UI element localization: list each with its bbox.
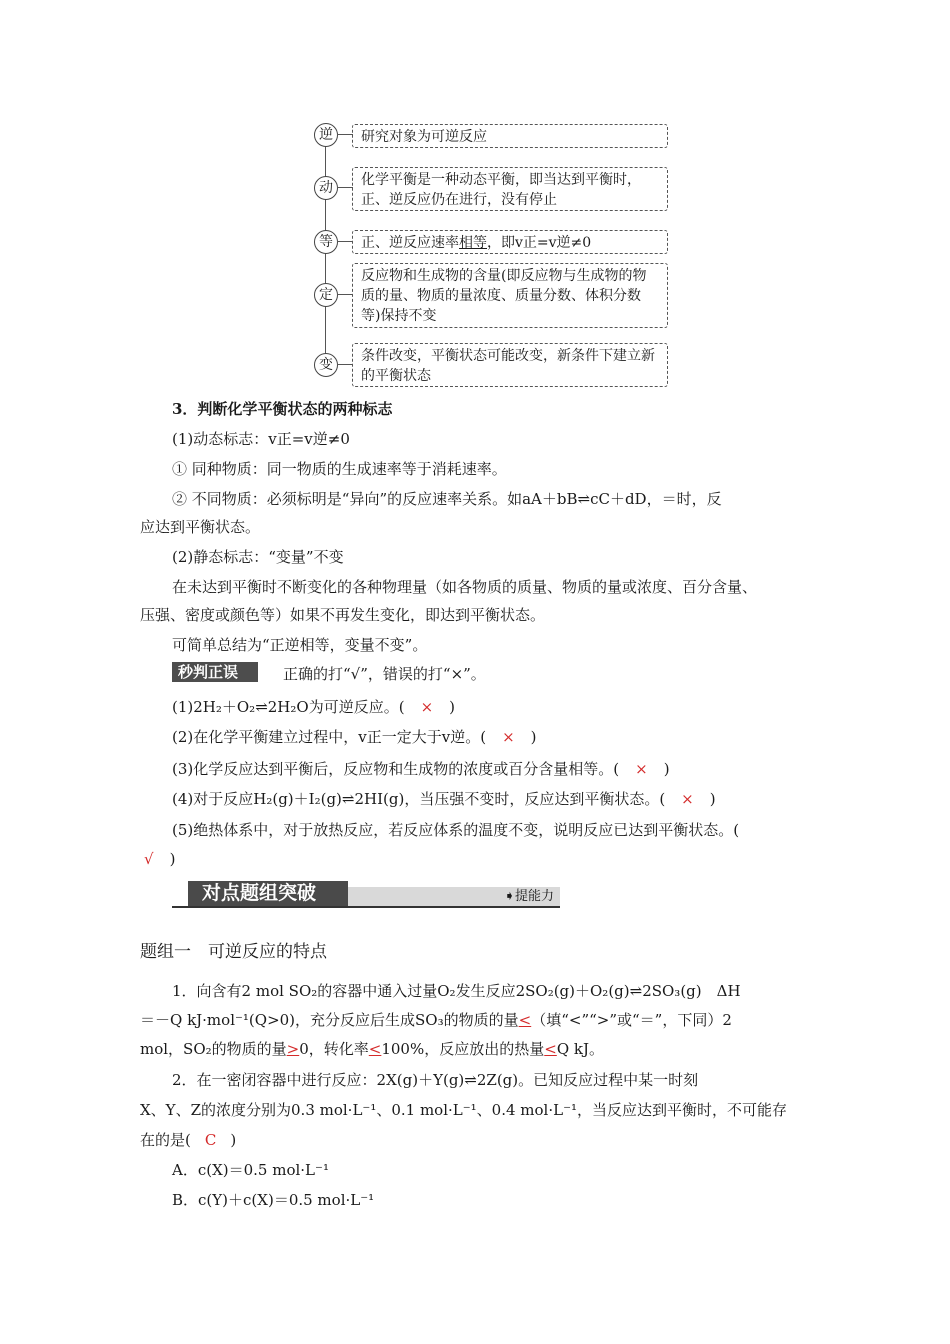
paragraph: 在未达到平衡时不断变化的各种物理量（如各物质的质量、物质的量或浓度、百分含量、 <box>172 578 758 596</box>
paragraph: ② 不同物质：必须标明是“异向”的反应速率关系。如aA＋bB⇌cC＋dD，＝时，反 <box>172 490 722 508</box>
answer-mark: √ <box>144 850 154 868</box>
banner-right-strip: ➧提能力 <box>345 887 560 906</box>
diagram-box-bian <box>352 343 668 387</box>
question-1-line3: mol，SO₂的物质的量>0，转化率<100%，反应放出的热量<Q kJ。 <box>140 1040 604 1058</box>
diagram-box-ni <box>352 124 668 148</box>
paragraph: 应达到平衡状态。 <box>140 518 261 536</box>
answer-blank: < <box>544 1040 557 1058</box>
diagram-connector <box>337 187 353 188</box>
paragraph: ① 同种物质：同一物质的生成速率等于消耗速率。 <box>172 460 507 478</box>
judge-item: (3)化学反应达到平衡后，反应物和生成物的浓度或百分含量相等。( × ) <box>172 760 670 778</box>
judge-item-cont: √ ) <box>140 849 175 869</box>
quick-judge-tag: 秒判正误 <box>172 662 258 682</box>
option-b: B．c(Y)＋c(X)＝0.5 mol·L⁻¹ <box>172 1191 375 1209</box>
diagram-char-ding: 定 <box>314 283 338 307</box>
judge-item: (1)2H₂＋O₂⇌2H₂O为可逆反应。( × ) <box>172 698 455 716</box>
answer-choice: C <box>204 1131 217 1149</box>
judge-item: (4)对于反应H₂(g)＋I₂(g)⇌2HI(g)，当压强不变时，反应达到平衡状态。( × ) <box>172 790 716 808</box>
diagram-connector <box>337 241 353 242</box>
diagram-box-deng <box>352 230 668 254</box>
question-1-line1: 1．向含有2 mol SO₂的容器中通入过量O₂发生反应2SO₂(g)＋O₂(g)⇌2SO₃(g) ΔH <box>172 982 741 1000</box>
diagram-text: ，即v正=v逆≠0 <box>487 235 592 251</box>
diagram-connector <box>337 294 353 295</box>
diagram-text: 反应物和生成物的含量(即反应物与生成物的物质的量、物质的量浓度、质量分数、体积分数等)保持不变 <box>361 268 647 324</box>
group-title: 题组一 可逆反应的特点 <box>140 942 327 962</box>
question-2-line2: X、Y、Z的浓度分别为0.3 mol·L⁻¹、0.1 mol·L⁻¹、0.4 mol·L⁻¹，当反应达到平衡时，不可能存 <box>140 1101 788 1119</box>
diagram-text: 正、逆反应速率 <box>361 235 459 251</box>
diagram-char-bian: 变 <box>314 353 338 377</box>
paragraph: (2)静态标志：“变量”不变 <box>172 548 344 566</box>
diagram-text: 条件改变，平衡状态可能改变，新条件下建立新的平衡状态 <box>361 348 655 384</box>
section-heading: 3．判断化学平衡状态的两种标志 <box>172 400 393 418</box>
banner-underline <box>172 906 560 908</box>
diagram-connector <box>337 364 353 365</box>
diagram-box-ding <box>352 263 668 328</box>
answer-mark: × <box>502 728 515 746</box>
diagram-connector <box>337 134 353 135</box>
judge-item: (2)在化学平衡建立过程中，v正一定大于v逆。( × ) <box>172 728 537 746</box>
answer-mark: × <box>635 760 648 778</box>
answer-blank: < <box>518 1011 532 1029</box>
diagram-text: 化学平衡是一种动态平衡，即当达到平衡时，正、逆反应仍在进行，没有停止 <box>361 172 641 208</box>
answer-mark: × <box>420 698 434 716</box>
paragraph: 压强、密度或颜色等）如果不再发生变化，即达到平衡状态。 <box>140 606 546 624</box>
question-1-line2: ＝－Q kJ·mol⁻¹(Q>0)，充分反应后生成SO₃的物质的量<（填“<”“>”或“＝”，下同）2 <box>140 1011 732 1029</box>
judge-item: (5)绝热体系中，对于放热反应，若反应体系的温度不变，说明反应已达到平衡状态。( <box>172 821 740 839</box>
answer-mark: × <box>681 790 694 808</box>
quick-judge-instruction: 正确的打“√”，错误的打“×”。 <box>283 665 486 683</box>
question-2-line1: 2．在一密闭容器中进行反应：2X(g)＋Y(g)⇌2Z(g)。已知反应过程中某一时刻 <box>172 1071 699 1089</box>
diagram-text: 研究对象为可逆反应 <box>361 129 487 145</box>
paragraph: (1)动态标志：v正=v逆≠0 <box>172 430 350 448</box>
paragraph: 可简单总结为“正逆相等，变量不变”。 <box>172 636 428 654</box>
diagram-box-dong <box>352 167 668 211</box>
banner-title: 对点题组突破 <box>188 881 348 906</box>
answer-blank: > <box>286 1040 300 1058</box>
option-a: A．c(X)＝0.5 mol·L⁻¹ <box>172 1161 329 1179</box>
question-2-line3: 在的是( C ) <box>140 1131 237 1149</box>
diagram-text-emph: 相等 <box>459 235 487 251</box>
diagram-char-dong: 动 <box>314 176 338 200</box>
answer-blank: < <box>368 1040 382 1058</box>
diagram-char-ni: 逆 <box>314 123 338 147</box>
diagram-char-deng: 等 <box>314 230 338 254</box>
